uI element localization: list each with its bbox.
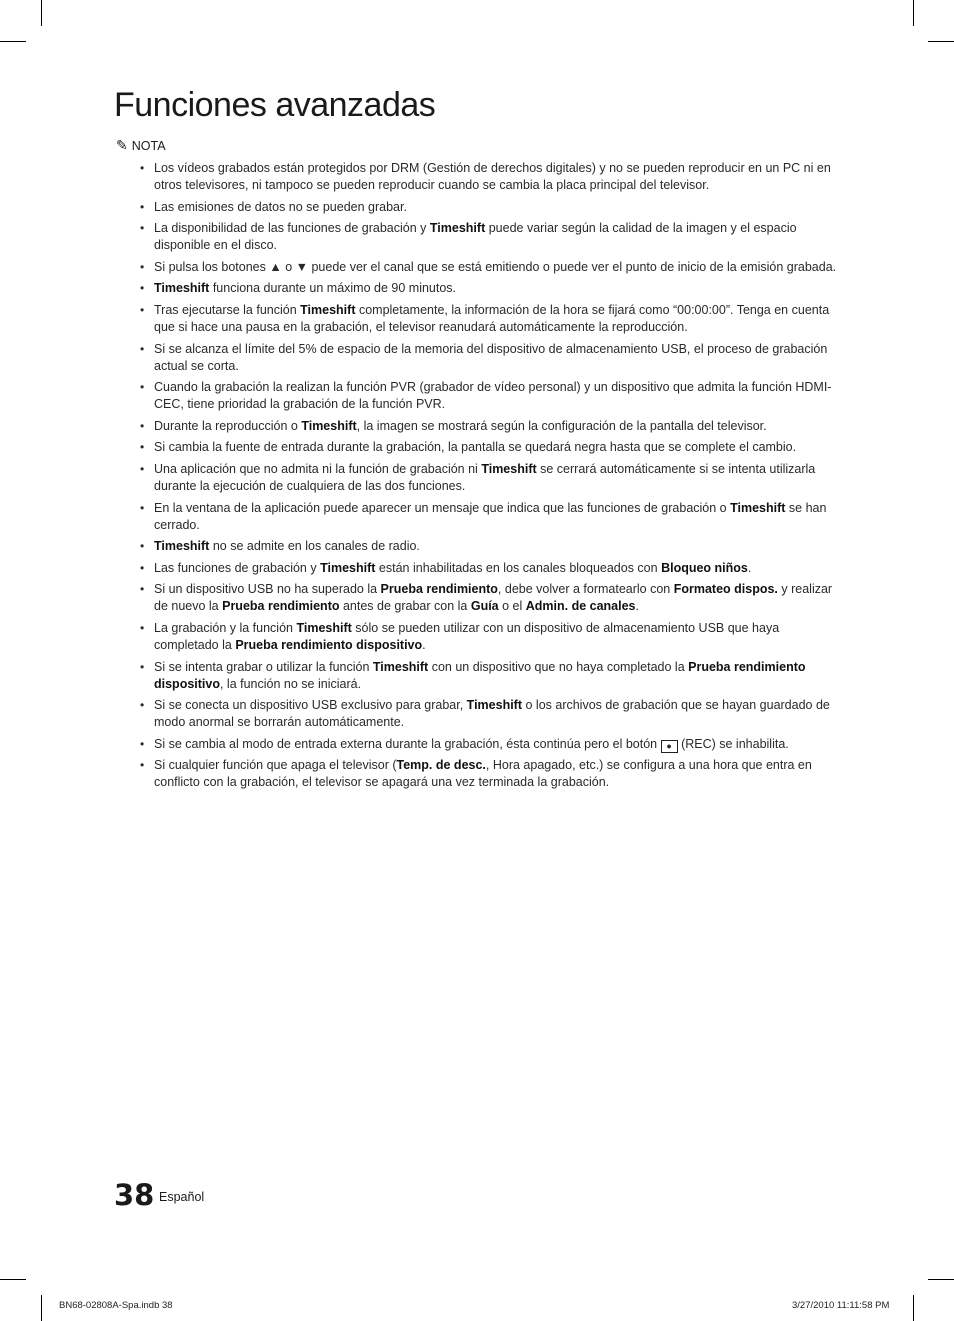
note-item-term: Timeshift (429, 221, 486, 236)
note-item-term: Timeshift (154, 281, 210, 296)
note-item-term: Bloqueo niños (661, 560, 748, 575)
note-item (138, 500, 838, 534)
note-item-text: Las funciones de grabación y (154, 560, 321, 575)
footer-file-info: BN68-02808A-Spa.indb 38 (59, 1300, 173, 1311)
notes-list (138, 160, 838, 796)
note-item (138, 280, 838, 297)
page-title: Funciones avanzadas (114, 86, 436, 124)
crop-mark-top-left-vertical (41, 0, 42, 26)
note-item-term: Guía (470, 599, 499, 614)
note-item-text: se cerrará automáticamente si se intenta utilizarla durante la ejecución de cualquiera de las dos funciones. (154, 461, 816, 493)
note-item (138, 736, 838, 753)
crop-mark-top-right-vertical (913, 0, 914, 26)
note-item-text: La disponibilidad de las funciones de grabación y (154, 221, 430, 236)
note-item-text: o los archivos de grabación que se hayan guardado de modo anormal se borrarán automáticamente. (154, 698, 830, 730)
page-language: Español (159, 1190, 205, 1204)
crop-mark-bottom-right-horizontal (928, 1279, 954, 1280)
note-item-text: Una aplicación que no admita ni la función de grabación ni (154, 461, 482, 476)
note-item-text: Si se cambia al modo de entrada externa durante la grabación, ésta continúa pero el botón (154, 736, 661, 751)
record-button-icon: ● (661, 740, 678, 753)
note-item-text: Tras ejecutarse la función (154, 302, 301, 317)
note-item-text: Las emisiones de datos no se pueden grabar. (154, 199, 407, 214)
note-item (138, 461, 838, 495)
note-item-text: Durante la reproducción o (154, 418, 302, 433)
note-item-text: , Hora apagado, etc.) se configura a una hora que entra en conflicto con la grabación, el televisor se apagará una vez terminada la grabación. (154, 758, 812, 790)
note-item-term: Prueba rendimiento (380, 582, 498, 597)
note-item-text: En la ventana de la aplicación puede aparecer un mensaje que indica que las funciones de grabación o (154, 500, 731, 515)
note-item (138, 538, 838, 555)
note-item-text: y realizar de nuevo la (154, 582, 833, 614)
note-item-term: Timeshift (372, 659, 429, 674)
note-item (138, 439, 838, 456)
note-item-text: no se admite en los canales de radio. (209, 539, 420, 554)
note-item-text: Los vídeos grabados están protegidos por DRM (Gestión de derechos digitales) y no se pueden reproducir en un PC ni en otros televisores, ni tampoco se pueden reproducir cuando se cambia la placa principal del televisor. (154, 161, 831, 192)
note-item-text: Si se alcanza el límite del 5% de espacio de la memoria del dispositivo de almacenamiento USB, el proceso de grabación actual se corta. (154, 341, 828, 373)
note-item-text: Si pulsa los botones ▲ o ▼ puede ver el canal que se está emitiendo o puede ver el punto de inicio de la emisión grabada. (154, 259, 837, 274)
note-item-text: Si se conecta un dispositivo USB exclusivo para grabar, (154, 698, 467, 713)
note-item-term: Temp. de desc. (396, 758, 486, 773)
crop-mark-bottom-right-vertical (913, 1295, 914, 1321)
note-item-term: Timeshift (320, 560, 376, 575)
note-item (138, 341, 838, 375)
note-item-text: completamente, la información de la hora se fijará como “00:00:00”. Tenga en cuenta que si hace una pausa en la grabación, el televisor reanudará automáticamente la reproducción. (154, 302, 830, 334)
note-item (138, 302, 838, 336)
note-item-text: antes de grabar con la (339, 599, 471, 614)
note-item-text: están inhabilitadas en los canales bloqueados con (375, 560, 662, 575)
note-item-text: Cuando la grabación la realizan la función PVR (grabador de vídeo personal) y un dispositivo que admita la función HDMI-CEC, tiene prioridad la grabación de la función PVR. (154, 380, 832, 412)
note-item-term: Timeshift (300, 302, 356, 317)
note-item-text: , debe volver a formatearlo con (497, 582, 674, 597)
note-item (138, 581, 838, 615)
note-heading (116, 138, 166, 154)
note-item (138, 620, 838, 654)
note-item (138, 220, 838, 254)
note-item-term: Timeshift (154, 539, 210, 554)
note-item-text: , la imagen se mostrará según la configuración de la pantalla del televisor. (356, 418, 767, 433)
note-item (138, 560, 838, 577)
note-item (138, 659, 838, 693)
note-label: NOTA (131, 139, 166, 153)
note-item-text: sólo se pueden utilizar con un dispositivo de almacenamiento USB que haya completado la (154, 620, 780, 652)
note-item-text: Si cualquier función que apaga el televisor ( (154, 758, 397, 773)
note-item-term: Timeshift (466, 698, 523, 713)
note-item-text: Si se intenta grabar o utilizar la función (154, 659, 373, 674)
note-item-text: Si un dispositivo USB no ha superado la (154, 582, 381, 597)
note-item (138, 757, 838, 791)
crop-mark-top-right-horizontal (928, 41, 954, 42)
note-item (138, 379, 838, 413)
note-item-text: . (747, 560, 752, 575)
footer-timestamp: 3/27/2010 11:11:58 PM (792, 1300, 890, 1311)
note-item-term: Admin. de canales (525, 599, 636, 614)
note-item-text: funciona durante un máximo de 90 minutos. (209, 281, 457, 296)
note-item-text: . (635, 599, 639, 614)
crop-mark-top-left-horizontal (0, 41, 26, 42)
note-item (138, 259, 838, 276)
note-item-text: , la función no se iniciará. (219, 676, 362, 691)
note-item-text: se han cerrado. (154, 500, 827, 532)
note-item-term: Timeshift (296, 620, 352, 635)
note-item-text: Si cambia la fuente de entrada durante la grabación, la pantalla se quedará negra hasta que se complete el cambio. (154, 440, 797, 455)
note-item-term: Prueba rendimiento dispositivo (235, 637, 423, 652)
page-number: 38 (114, 1178, 155, 1212)
note-item (138, 418, 838, 435)
note-item-text: puede variar según la calidad de la imagen y el espacio disponible en el disco. (154, 221, 797, 253)
crop-mark-bottom-left-vertical (41, 1295, 42, 1321)
note-item (138, 697, 838, 731)
pencil-note-icon: ✎ (116, 138, 128, 154)
note-item-term: Timeshift (301, 418, 357, 433)
note-item-text: La grabación y la función (154, 620, 297, 635)
note-item-text: (REC) se inhabilita. (677, 736, 789, 751)
note-item-text: . (422, 637, 426, 652)
note-item-term: Timeshift (730, 500, 786, 515)
note-item-term: Timeshift (481, 461, 537, 476)
crop-mark-bottom-left-horizontal (0, 1279, 26, 1280)
note-item (138, 199, 838, 216)
note-item-term: Prueba rendimiento dispositivo (154, 659, 806, 691)
note-item-term: Formateo dispos. (673, 582, 778, 597)
note-item (138, 160, 838, 194)
note-item-text: con un dispositivo que no haya completado la (428, 659, 689, 674)
note-item-text: o el (498, 599, 526, 614)
note-item-term: Prueba rendimiento (222, 599, 340, 614)
